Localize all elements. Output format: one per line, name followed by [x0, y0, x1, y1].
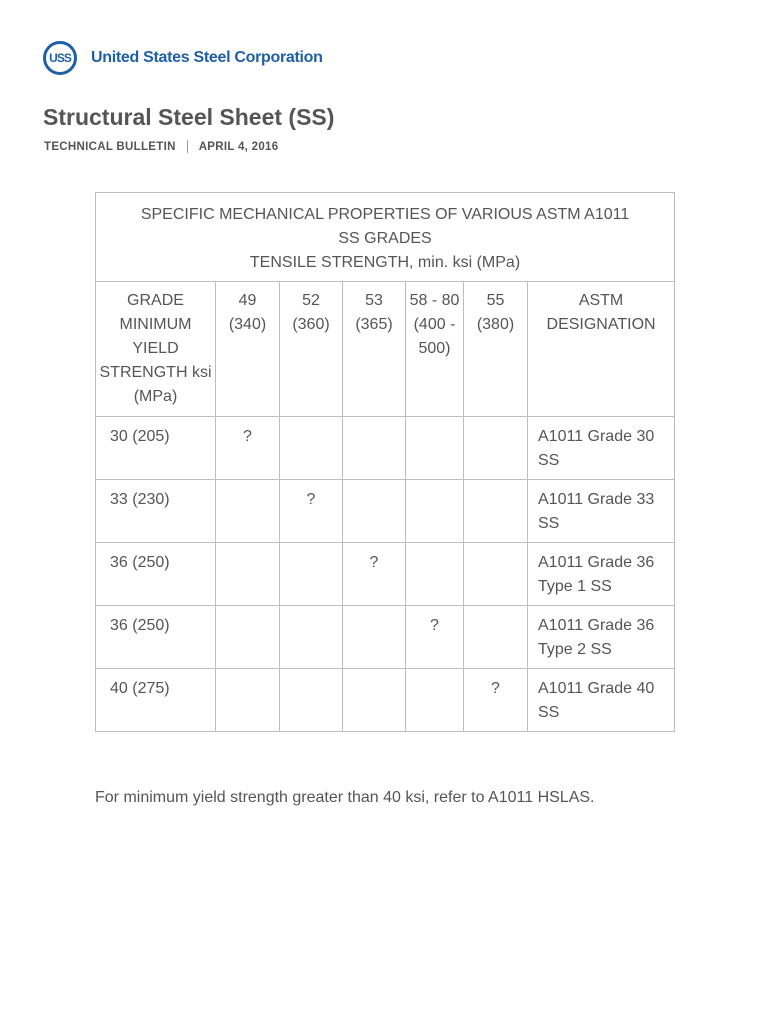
mark-cell — [406, 543, 464, 606]
mark-cell — [343, 606, 406, 669]
column-header-53: 53 (365) — [343, 282, 406, 417]
table-caption — [96, 193, 675, 282]
mark-cell — [406, 669, 464, 732]
mechanical-properties-table — [95, 192, 675, 732]
mark-cell — [464, 606, 528, 669]
table-row — [96, 669, 675, 732]
table-row — [96, 417, 675, 480]
mark-cell — [343, 417, 406, 480]
yield-cell: 36 (250) — [96, 606, 216, 669]
header — [43, 41, 323, 75]
mark-cell: ? — [280, 480, 343, 543]
column-header-52: 52 (360) — [280, 282, 343, 417]
mark-cell — [464, 543, 528, 606]
yield-cell: 33 (230) — [96, 480, 216, 543]
mark-cell — [280, 543, 343, 606]
astm-designation-cell: A1011 Grade 36 Type 2 SS — [528, 606, 675, 669]
astm-designation-cell: A1011 Grade 40 SS — [528, 669, 675, 732]
mark-cell — [406, 417, 464, 480]
mark-cell — [280, 606, 343, 669]
mark-cell: ? — [343, 543, 406, 606]
mark-cell — [216, 480, 280, 543]
yield-cell: 40 (275) — [96, 669, 216, 732]
caption-line: SPECIFIC MECHANICAL PROPERTIES OF VARIOUS ASTM A1011 — [140, 206, 630, 223]
mark-cell: ? — [406, 606, 464, 669]
table-row — [96, 606, 675, 669]
mark-cell — [464, 417, 528, 480]
column-header-55: 55 (380) — [464, 282, 528, 417]
mark-cell — [216, 543, 280, 606]
mark-cell — [216, 669, 280, 732]
column-header-58-80: 58 - 80 (400 - 500) — [406, 282, 464, 417]
astm-designation-cell: A1011 Grade 33 SS — [528, 480, 675, 543]
footnote: For minimum yield strength greater than 40 ksi, refer to A1011 HSLAS. — [95, 789, 595, 806]
yield-cell: 30 (205) — [96, 417, 216, 480]
mark-cell — [406, 480, 464, 543]
mark-cell: ? — [464, 669, 528, 732]
table-row — [96, 543, 675, 606]
yield-cell: 36 (250) — [96, 543, 216, 606]
document-meta — [44, 140, 278, 153]
column-header-astm: ASTM DESIGNATION — [528, 282, 675, 417]
mark-cell — [280, 417, 343, 480]
table-row — [96, 480, 675, 543]
mark-cell — [343, 480, 406, 543]
astm-designation-cell: A1011 Grade 36 Type 1 SS — [528, 543, 675, 606]
mark-cell — [343, 669, 406, 732]
astm-designation-cell: A1011 Grade 30 SS — [528, 417, 675, 480]
meta-divider — [187, 140, 188, 153]
document-category: TECHNICAL BULLETIN — [44, 140, 176, 153]
column-header-grade-yield: GRADE MINIMUM YIELD STRENGTH ksi (MPa) — [96, 282, 216, 417]
mark-cell: ? — [216, 417, 280, 480]
company-name[interactable]: United States Steel Corporation — [91, 49, 323, 66]
mark-cell — [216, 606, 280, 669]
caption-line: SS GRADES — [338, 230, 432, 247]
caption-line: TENSILE STRENGTH, min. ksi (MPa) — [249, 254, 521, 271]
uss-logo-icon[interactable]: USS — [43, 41, 77, 75]
page-title: Structural Steel Sheet (SS) — [43, 104, 335, 130]
mark-cell — [280, 669, 343, 732]
document-date: APRIL 4, 2016 — [198, 140, 279, 153]
mark-cell — [464, 480, 528, 543]
column-header-49: 49 (340) — [216, 282, 280, 417]
